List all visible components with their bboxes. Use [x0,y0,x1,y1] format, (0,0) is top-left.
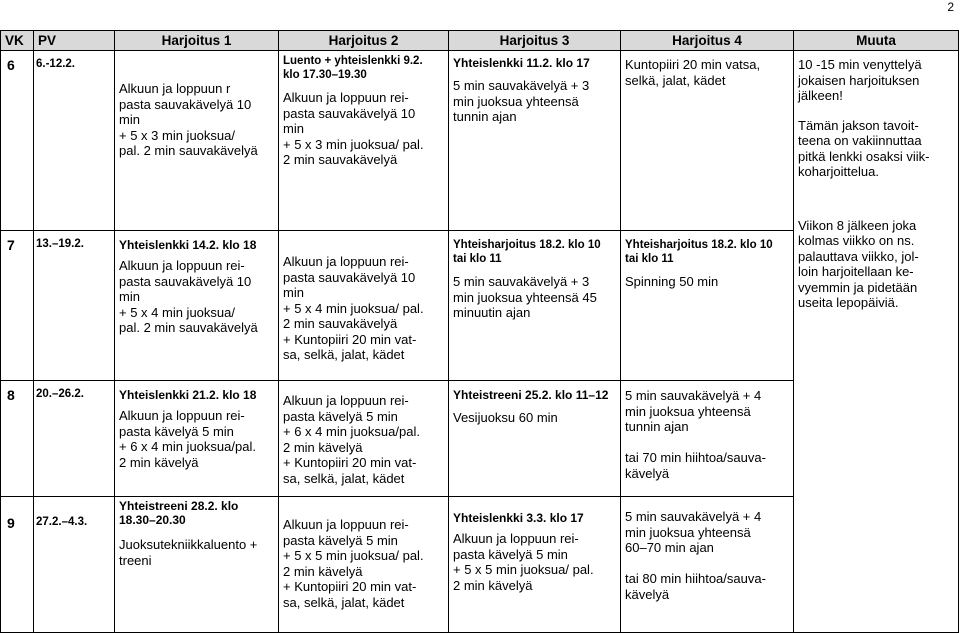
harjoitus-4-cell [621,231,794,381]
exercise-body: Vesijuoksu 60 min [453,410,558,425]
exercise-body: 5 min sauvakävelyä + 4 min juoksua yhteensä tunnin ajan tai 70 min hiihtoa/sauva- kävelyä [625,388,766,481]
header-harjoitus-2: Harjoitus 2 [279,31,449,51]
week-number: 8 [7,387,15,403]
exercise-body: Spinning 50 min [625,274,719,289]
exercise-body: 5 min sauvakävelyä + 4 min juoksua yhteensä 60–70 min ajan tai 80 min hiihtoa/sauva- kävelyä [625,509,766,602]
date-range-cell [34,231,115,381]
harjoitus-3-cell [449,497,621,633]
harjoitus-4-cell [621,51,794,231]
harjoitus-4-cell [621,381,794,497]
week-number-cell [1,231,34,381]
harjoitus-2-cell [279,381,449,497]
date-range-cell [34,497,115,633]
week-number-cell [1,51,34,231]
exercise-body: Alkuun ja loppuun rei- pasta sauvakävelyä 10 min + 5 x 3 min juoksua/ pal. 2 min sauvakävelyä [283,90,424,167]
harjoitus-1-cell [115,231,279,381]
exercise-title: Yhteislenkki 3.3. klo 17 [453,511,584,525]
harjoitus-2-cell [279,51,449,231]
exercise-title: Yhteistreeni 25.2. klo 11–12 [453,388,609,402]
page-number: 2 [947,0,954,14]
exercise-body: Alkuun ja loppuun rei- pasta sauvakävelyä 10 min + 5 x 4 min juoksua/ pal. 2 min sauvakävelyä + Kuntopiiri 20 min vat- sa, selkä, jalat, kädet [283,254,424,362]
muuta-note-goal: Tämän jakson tavoit- teena on vakiinnuttaa pitkä lenkki osaksi viik- koharjoittelua. [798,117,930,179]
harjoitus-3-cell [449,231,621,381]
exercise-title: Yhteislenkki 21.2. klo 18 [119,388,257,402]
date-range: 20.–26.2. [36,388,84,400]
date-range: 13.–19.2. [36,238,84,250]
exercise-body: Juoksutekniikkaluento + treeni [119,537,258,568]
date-range: 27.2.–4.3. [36,516,88,528]
harjoitus-2-cell [279,497,449,633]
exercise-body: 5 min sauvakävelyä + 3 min juoksua yhteensä 45 minuutin ajan [453,274,597,320]
exercise-body: Alkuun ja loppuun r pasta sauvakävelyä 10 min + 5 x 3 min juoksua/ pal. 2 min sauvakävelyä [119,81,258,158]
exercise-body: Kuntopiiri 20 min vatsa, selkä, jalat, kädet [625,57,761,88]
harjoitus-1-cell [115,381,279,497]
header-vk: VK [1,31,34,51]
week-number-cell [1,497,34,633]
exercise-title: Yhteislenkki 11.2. klo 17 [453,56,590,70]
exercise-body: 5 min sauvakävelyä + 3 min juoksua yhteensä tunnin ajan [453,78,590,124]
header-harjoitus-3: Harjoitus 3 [449,31,621,51]
exercise-body: Alkuun ja loppuun rei- pasta kävelyä 5 min + 6 x 4 min juoksua/pal. 2 min kävelyä + Kuntopiiri 20 min vat- sa, selkä, jalat, kädet [283,393,420,486]
harjoitus-3-cell [449,381,621,497]
exercise-body: Alkuun ja loppuun rei- pasta kävelyä 5 min + 6 x 4 min juoksua/pal. 2 min kävelyä [119,408,256,470]
header-muuta: Muuta [794,31,959,51]
exercise-title: Yhteisharjoitus 18.2. klo 10 tai klo 11 [625,239,773,265]
week-number: 7 [7,237,15,253]
date-range: 6.-12.2. [36,58,75,70]
muuta-note-stretching: 10 -15 min venyttelyä jokaisen harjoituksen jälkeen! [798,57,922,103]
harjoitus-1-cell [115,51,279,231]
header-row [1,31,959,51]
table-row [1,51,959,231]
harjoitus-4-cell [621,497,794,633]
week-number: 6 [7,57,15,73]
harjoitus-2-cell [279,231,449,381]
week-number: 9 [7,515,15,531]
exercise-title: Yhteisharjoitus 18.2. klo 10 tai klo 11 [453,239,601,265]
header-harjoitus-4: Harjoitus 4 [621,31,794,51]
date-range-cell [34,51,115,231]
header-harjoitus-1: Harjoitus 1 [115,31,279,51]
muuta-note-recovery: Viikon 8 jälkeen joka kolmas viikko on ns. palauttava viikko, jol- loin harjoitellaan ke- vyemmin ja pidetään useita lepopäiviä. [798,217,919,310]
harjoitus-1-cell [115,497,279,633]
date-range-cell [34,381,115,497]
harjoitus-3-cell [449,51,621,231]
exercise-title: Yhteislenkki 14.2. klo 18 [119,238,257,252]
week-number-cell [1,381,34,497]
header-pv: PV [34,31,115,51]
muuta-cell [794,51,959,633]
exercise-body: Alkuun ja loppuun rei- pasta kävelyä 5 min + 5 x 5 min juoksua/ pal. 2 min kävelyä [453,531,594,593]
exercise-title: Luento + yhteislenkki 9.2. klo 17.30–19.30 [283,55,423,81]
training-schedule-table [0,30,959,633]
exercise-body: Alkuun ja loppuun rei- pasta sauvakävelyä 10 min + 5 x 4 min juoksua/ pal. 2 min sauvakävelyä [119,258,258,335]
exercise-title: Yhteistreeni 28.2. klo 18.30–20.30 [119,499,239,527]
exercise-body: Alkuun ja loppuun rei- pasta kävelyä 5 min + 5 x 5 min juoksua/ pal. 2 min kävelyä + Kuntopiiri 20 min vat- sa, selkä, jalat, kädet [283,517,424,610]
